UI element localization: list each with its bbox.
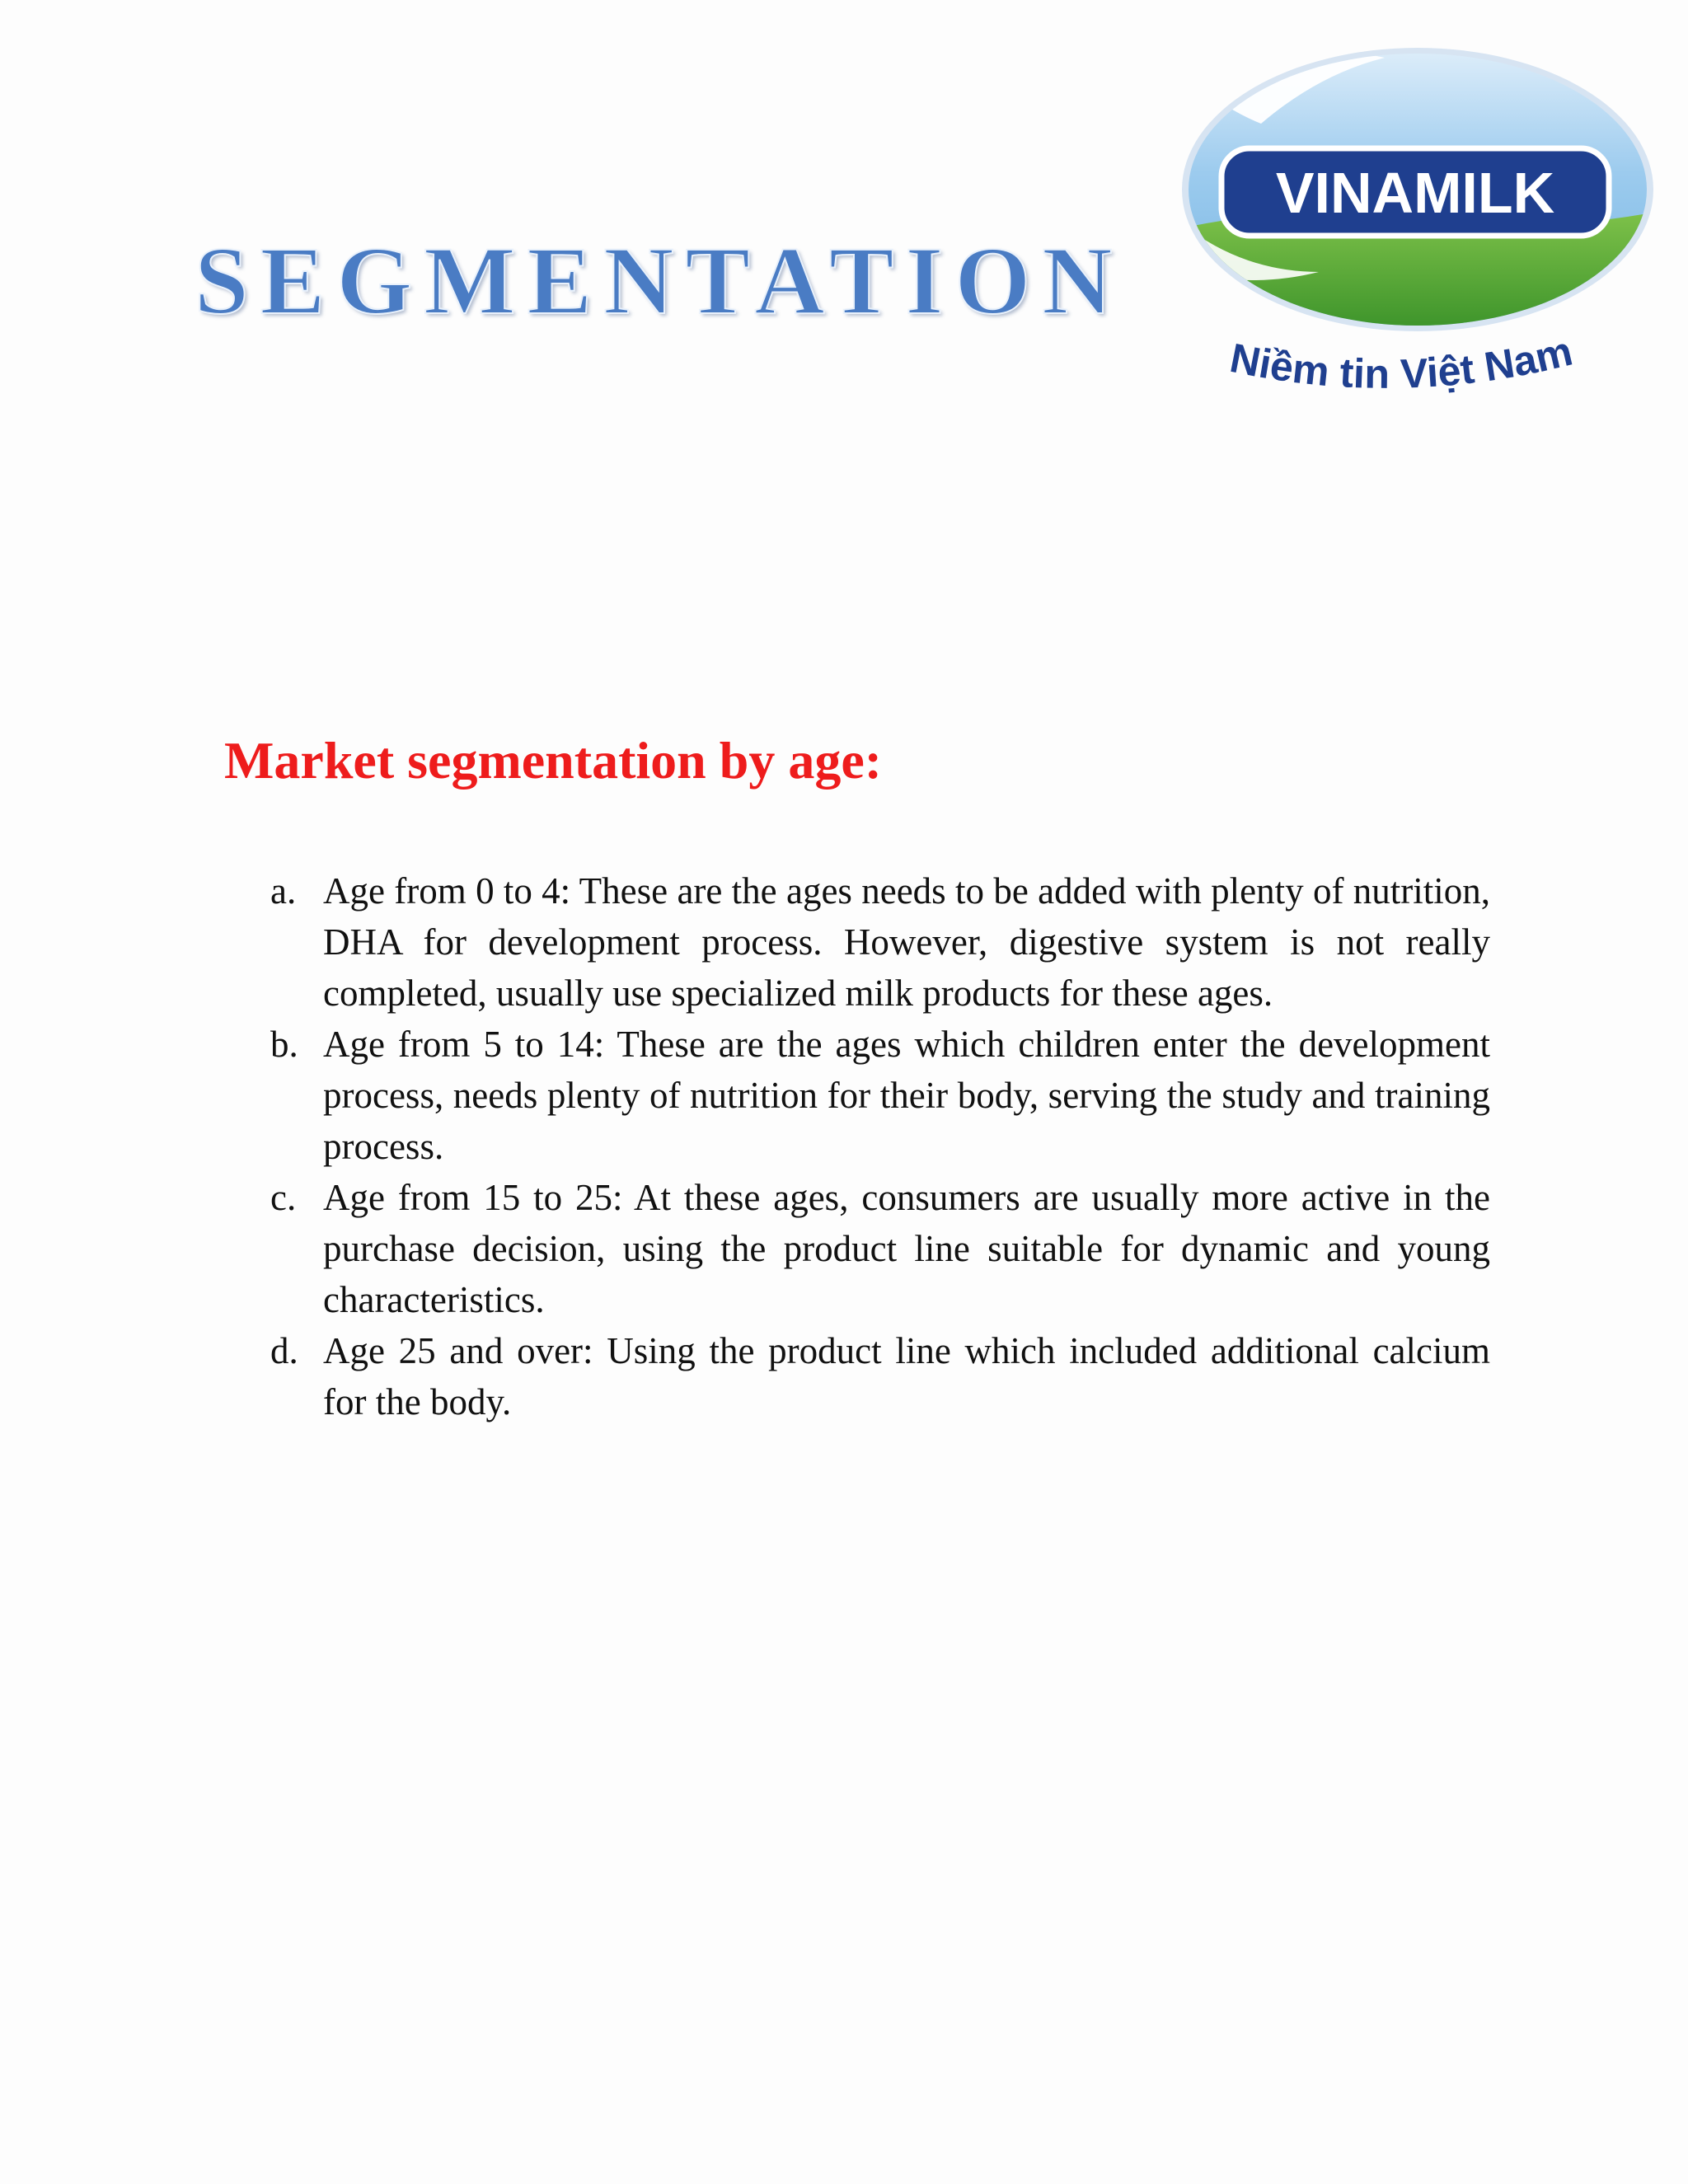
list-item-marker: c.: [270, 1177, 297, 1218]
list-item-marker: b.: [270, 1024, 298, 1065]
vinamilk-logo: [1170, 25, 1665, 420]
page-title: SEGMENTATION: [195, 227, 1124, 335]
age-segment-list: [270, 865, 1490, 1427]
list-item-marker: a.: [270, 870, 297, 912]
list-item: [270, 1325, 1490, 1427]
list-item-text: Age from 0 to 4: These are the ages needs to be added with plenty of nutrition, DHA for development process. However, digestive system is not really completed, usually use specialized milk products for these ages.: [323, 870, 1490, 1014]
logo-brand-text: VINAMILK: [1275, 161, 1555, 225]
list-item-text: Age from 5 to 14: These are the ages which children enter the development process, needs plenty of nutrition for their body, serving the study and training process.: [323, 1024, 1490, 1167]
section-heading: Market segmentation by age:: [224, 731, 883, 790]
list-item-text: Age from 15 to 25: At these ages, consumers are usually more active in the purchase decision, using the product line suitable for dynamic and young characteristics.: [323, 1177, 1490, 1320]
list-item-marker: d.: [270, 1330, 298, 1371]
list-item: [270, 1172, 1490, 1325]
list-item-text: Age 25 and over: Using the product line which included additional calcium for the body.: [323, 1330, 1490, 1422]
list-item: [270, 1019, 1490, 1172]
logo-slogan-text: Niềm tin Việt Nam: [1226, 327, 1577, 397]
list-item: [270, 865, 1490, 1019]
